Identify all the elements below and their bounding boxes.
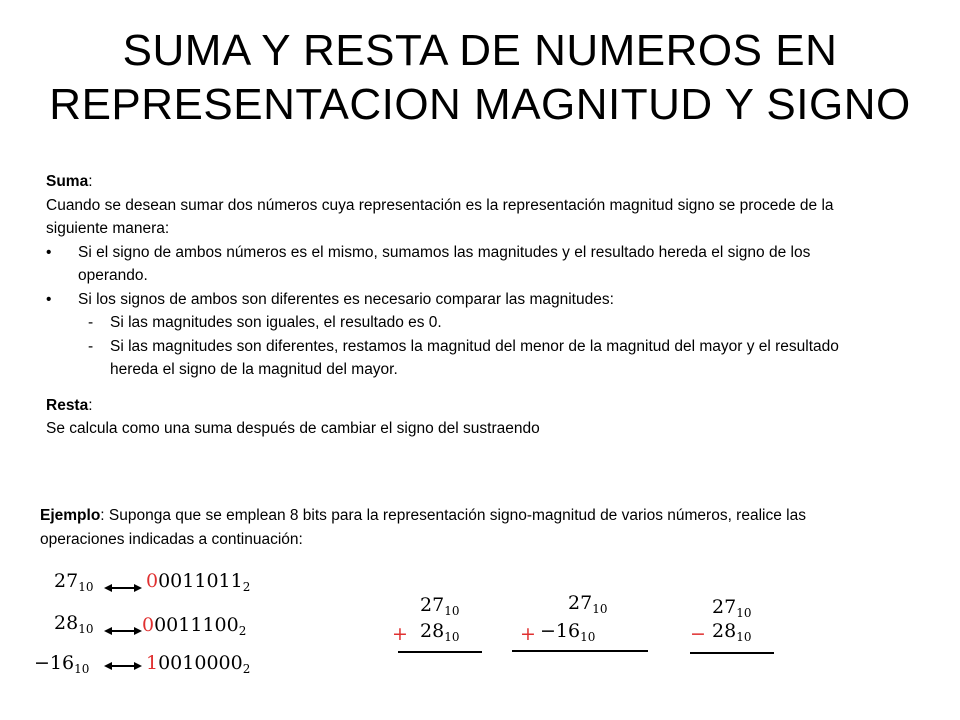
- operation-1-bottom: $28_{10}$: [420, 620, 460, 644]
- ejemplo-paragraph: [40, 504, 840, 551]
- sign-bit: 0: [142, 614, 155, 636]
- conversion-binary-28: $00011100_2$: [142, 614, 247, 638]
- suma-heading: Suma: [46, 173, 89, 190]
- conversion-decimal-28: $28_{10}$: [54, 612, 94, 636]
- double-arrow-icon: [104, 626, 142, 636]
- suma-heading-line: [46, 170, 876, 194]
- sign-bit: 1: [146, 652, 159, 674]
- bullet-icon: •: [46, 290, 52, 308]
- suma-bullet-list: [46, 241, 876, 312]
- sign-bit: 0: [146, 570, 159, 592]
- operation-2-operator: +: [520, 623, 536, 645]
- operation-1-operator: +: [392, 623, 408, 645]
- list-item: [46, 311, 876, 335]
- list-item: [46, 241, 876, 288]
- subitem-text: Si las magnitudes son diferentes, restamos la magnitud del menor de la magnitud del mayor y el resultado hereda el signo de la magnitud del mayor.: [110, 337, 839, 378]
- subitem-text: Si las magnitudes son iguales, el resultado es 0.: [110, 314, 442, 331]
- operation-1-top: $27_{10}$: [420, 594, 460, 618]
- operation-3-top: $27_{10}$: [712, 596, 752, 620]
- ejemplo-text: : Suponga que se emplean 8 bits para la representación signo-magnitud de varios números, realice las operaciones indicadas a continuación:: [40, 507, 806, 548]
- conversion-binary-minus16: $10010000_2$: [146, 652, 251, 676]
- list-item: [46, 335, 876, 382]
- suma-intro: Cuando se desean sumar dos números cuya representación es la representación magnitud signo se procede de la siguiente manera:: [46, 196, 834, 237]
- title-line-1: SUMA Y RESTA DE NUMEROS EN: [122, 26, 838, 75]
- list-item: [46, 288, 876, 312]
- operation-2-top: $27_{10}$: [568, 592, 608, 616]
- resta-colon: :: [88, 396, 93, 414]
- resta-heading-line: [46, 394, 876, 418]
- suma-subitem-list: [46, 311, 876, 382]
- bullet-text: Si los signos de ambos son diferentes es necesario comparar las magnitudes:: [78, 290, 614, 308]
- resta-heading: Resta: [46, 396, 89, 414]
- operation-1-underline: [398, 651, 482, 653]
- conversion-binary-27: $00011011_2$: [146, 570, 251, 594]
- suma-colon: :: [88, 173, 93, 190]
- resta-text: Se calcula como una suma después de cambiar el signo del sustraendo: [46, 420, 540, 437]
- conversion-decimal-minus16: $-16_{10}$: [34, 652, 90, 676]
- operation-3-operator: −: [690, 623, 706, 645]
- bullet-text: Si el signo de ambos números es el mismo, sumamos las magnitudes y el resultado hereda el signo de los operando.: [78, 243, 811, 284]
- operation-3-bottom: $28_{10}$: [712, 620, 752, 644]
- ejemplo-heading: Ejemplo: [40, 507, 101, 524]
- double-arrow-icon: [104, 661, 142, 671]
- bullet-icon: •: [46, 243, 52, 261]
- suma-section: [46, 170, 876, 441]
- double-arrow-icon: [104, 583, 142, 593]
- dash-icon: -: [88, 314, 94, 331]
- operation-2-underline: [512, 650, 648, 652]
- operation-2-bottom: $-16_{10}$: [540, 620, 596, 644]
- conversion-decimal-27: $27_{10}$: [54, 570, 94, 594]
- title-line-2: REPRESENTACION MAGNITUD Y SIGNO: [49, 80, 911, 129]
- operation-3-underline: [690, 652, 774, 654]
- dash-icon: -: [88, 337, 94, 355]
- slide-title: [0, 24, 960, 132]
